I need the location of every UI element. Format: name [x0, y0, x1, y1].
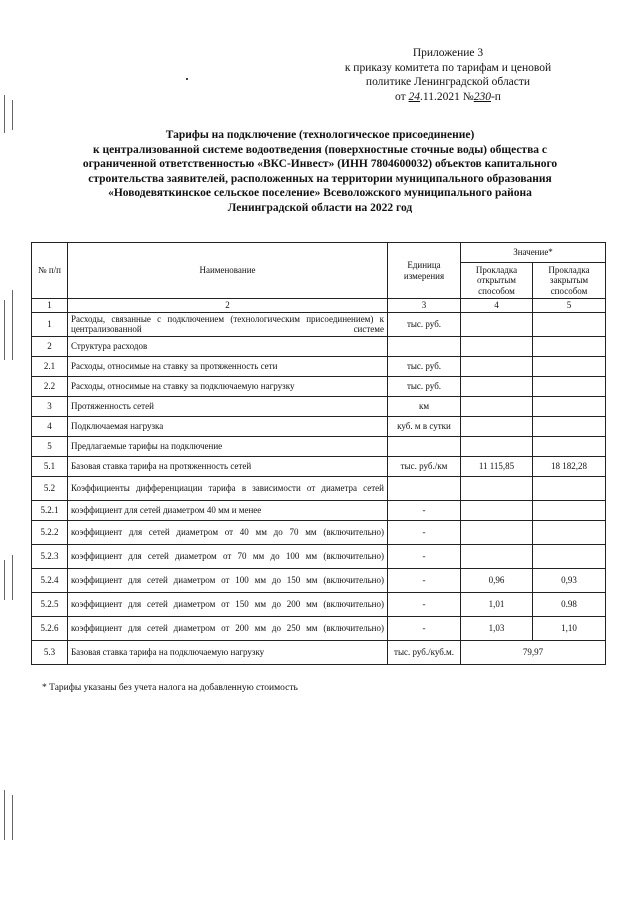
footnote: * Тарифы указаны без учета налога на добавленную стоимость	[42, 683, 298, 693]
row-unit: тыс. руб.	[388, 356, 461, 376]
row-open-value	[461, 416, 533, 436]
row-closed-value: 0.98	[533, 592, 606, 616]
appendix-title: Приложение 3	[412, 47, 484, 59]
table-row	[32, 356, 606, 376]
row-open-value: 0,96	[461, 568, 533, 592]
tariffs-table	[31, 242, 606, 665]
row-name: Базовая ставка тарифа на протяженность сетей	[68, 456, 388, 476]
row-unit: тыс. руб.	[388, 376, 461, 396]
row-name: коэффициент для сетей диаметром от 200 мм до 250 мм (включительно)	[68, 616, 388, 640]
row-num: 5.2.6	[32, 616, 68, 640]
table-row	[32, 568, 606, 592]
row-num: 4	[32, 416, 68, 436]
row-name: коэффициент для сетей диаметром от 40 мм до 70 мм (включительно)	[68, 520, 388, 544]
row-num: 2.1	[32, 356, 68, 376]
row-name: коэффициент для сетей диаметром от 150 мм до 200 мм (включительно)	[68, 592, 388, 616]
table-row	[32, 520, 606, 544]
row-unit: -	[388, 568, 461, 592]
binding-mark	[4, 300, 5, 360]
row-closed-value: 18 182,28	[533, 456, 606, 476]
col-number: 1	[32, 299, 68, 313]
row-num: 5.2.2	[32, 520, 68, 544]
appendix-order-ref: к приказу комитета по тарифам и ценовой	[344, 61, 552, 74]
header-value: Значение*	[461, 243, 606, 263]
appendix-date	[318, 90, 578, 105]
row-open-value	[461, 336, 533, 356]
row-closed-value	[533, 312, 606, 336]
row-name: Протяженность сетей	[68, 396, 388, 416]
row-unit: тыс. руб./км	[388, 456, 461, 476]
scan-speck	[186, 78, 188, 80]
table-row	[32, 476, 606, 500]
date-prefix: от	[395, 90, 406, 103]
row-name: Коэффициенты дифференциации тарифа в зависимости от диаметра сетей	[68, 476, 388, 500]
row-open-value: 1,01	[461, 592, 533, 616]
table-row	[32, 544, 606, 568]
table-row	[32, 396, 606, 416]
date-day: 24	[408, 90, 421, 103]
row-num: 5	[32, 436, 68, 456]
header-open-method: Прокладка открытым способом	[461, 263, 533, 299]
date-rest: .11.2021 №	[420, 90, 474, 103]
order-number: 230	[473, 90, 491, 103]
row-closed-value	[533, 376, 606, 396]
row-name: Расходы, связанные с подключением (технологическим присоединением) к централизованной системе	[68, 312, 388, 336]
row-num: 3	[32, 396, 68, 416]
title-line: Тарифы на подключение (технологическое присоединение)	[165, 129, 475, 141]
row-closed-value	[533, 436, 606, 456]
row-unit: куб. м в сутки	[388, 416, 461, 436]
row-name: Структура расходов	[68, 336, 388, 356]
binding-mark	[12, 290, 13, 360]
binding-mark	[4, 790, 5, 840]
col-number: 5	[533, 299, 606, 313]
table-row	[32, 616, 606, 640]
col-number: 3	[388, 299, 461, 313]
row-unit	[388, 436, 461, 456]
table-row	[32, 640, 606, 664]
row-open-value	[461, 376, 533, 396]
row-open-value	[461, 520, 533, 544]
row-num: 5.2.5	[32, 592, 68, 616]
row-closed-value	[533, 520, 606, 544]
row-name: коэффициент для сетей диаметром 40 мм и менее	[68, 500, 388, 520]
row-name: Базовая ставка тарифа на подключаемую нагрузку	[68, 640, 388, 664]
row-name: Расходы, относимые на ставку за протяженность сети	[68, 356, 388, 376]
table-row	[32, 500, 606, 520]
row-name: коэффициент для сетей диаметром от 70 мм до 100 мм (включительно)	[68, 544, 388, 568]
row-num: 5.2.3	[32, 544, 68, 568]
row-unit	[388, 476, 461, 500]
row-num: 5.2	[32, 476, 68, 500]
row-num: 5.2.4	[32, 568, 68, 592]
binding-mark	[12, 555, 13, 600]
row-open-value: 11 115,85	[461, 456, 533, 476]
row-num: 2.2	[32, 376, 68, 396]
document-title	[46, 128, 594, 216]
row-unit: -	[388, 500, 461, 520]
binding-mark	[4, 560, 5, 600]
row-merged-value: 79,97	[461, 640, 606, 664]
row-open-value: 1,03	[461, 616, 533, 640]
row-open-value	[461, 356, 533, 376]
header-name: Наименование	[68, 243, 388, 299]
table-row	[32, 312, 606, 336]
order-suffix: -п	[490, 90, 501, 103]
row-unit: -	[388, 616, 461, 640]
col-number: 2	[68, 299, 388, 313]
row-open-value	[461, 500, 533, 520]
row-closed-value	[533, 336, 606, 356]
row-closed-value	[533, 500, 606, 520]
header-closed-method: Прокладка закрытым способом	[533, 263, 606, 299]
row-open-value	[461, 312, 533, 336]
row-open-value	[461, 436, 533, 456]
row-unit: км	[388, 396, 461, 416]
table-row	[32, 376, 606, 396]
row-closed-value	[533, 396, 606, 416]
row-num: 1	[32, 312, 68, 336]
table-row	[32, 592, 606, 616]
table-row	[32, 456, 606, 476]
row-open-value	[461, 544, 533, 568]
row-num: 2	[32, 336, 68, 356]
row-closed-value	[533, 416, 606, 436]
row-unit: тыс. руб./куб.м.	[388, 640, 461, 664]
binding-mark	[4, 95, 5, 133]
row-num: 5.1	[32, 456, 68, 476]
table-row	[32, 336, 606, 356]
row-num: 5.3	[32, 640, 68, 664]
header-num: № п/п	[32, 243, 68, 299]
row-name: Расходы, относимые на ставку за подключаемую нагрузку	[68, 376, 388, 396]
row-closed-value	[533, 544, 606, 568]
header-unit: Единица измерения	[388, 243, 461, 299]
row-open-value	[461, 396, 533, 416]
row-num: 5.2.1	[32, 500, 68, 520]
table-row	[32, 416, 606, 436]
row-unit: -	[388, 592, 461, 616]
row-name: коэффициент для сетей диаметром от 100 мм до 150 мм (включительно)	[68, 568, 388, 592]
row-unit	[388, 336, 461, 356]
binding-mark	[12, 795, 13, 840]
row-unit: тыс. руб.	[388, 312, 461, 336]
row-closed-value: 1,10	[533, 616, 606, 640]
row-closed-value	[533, 476, 606, 500]
row-unit: -	[388, 520, 461, 544]
row-name: Подключаемая нагрузка	[68, 416, 388, 436]
table-row	[32, 436, 606, 456]
appendix-header	[318, 46, 578, 104]
row-open-value	[461, 476, 533, 500]
title-line: к централизованной системе водоотведения (поверхностные сточные воды) общества с	[92, 143, 548, 156]
title-line: «Новодевяткинское сельское поселение» Всеволожского муниципального района	[108, 187, 532, 200]
row-unit: -	[388, 544, 461, 568]
row-closed-value: 0,93	[533, 568, 606, 592]
title-line: ограниченной ответственностью «ВКС-Инвест» (ИНН 7804600032) объектов капитального	[82, 158, 558, 171]
title-line: Ленинградской области на 2022 год	[227, 201, 413, 214]
row-name: Предлагаемые тарифы на подключение	[68, 436, 388, 456]
row-closed-value	[533, 356, 606, 376]
col-number: 4	[461, 299, 533, 313]
appendix-committee: политике Ленинградской области	[365, 76, 531, 88]
title-line: строительства заявителей, расположенных на территории муниципального образования	[88, 172, 552, 185]
binding-mark	[12, 100, 13, 130]
